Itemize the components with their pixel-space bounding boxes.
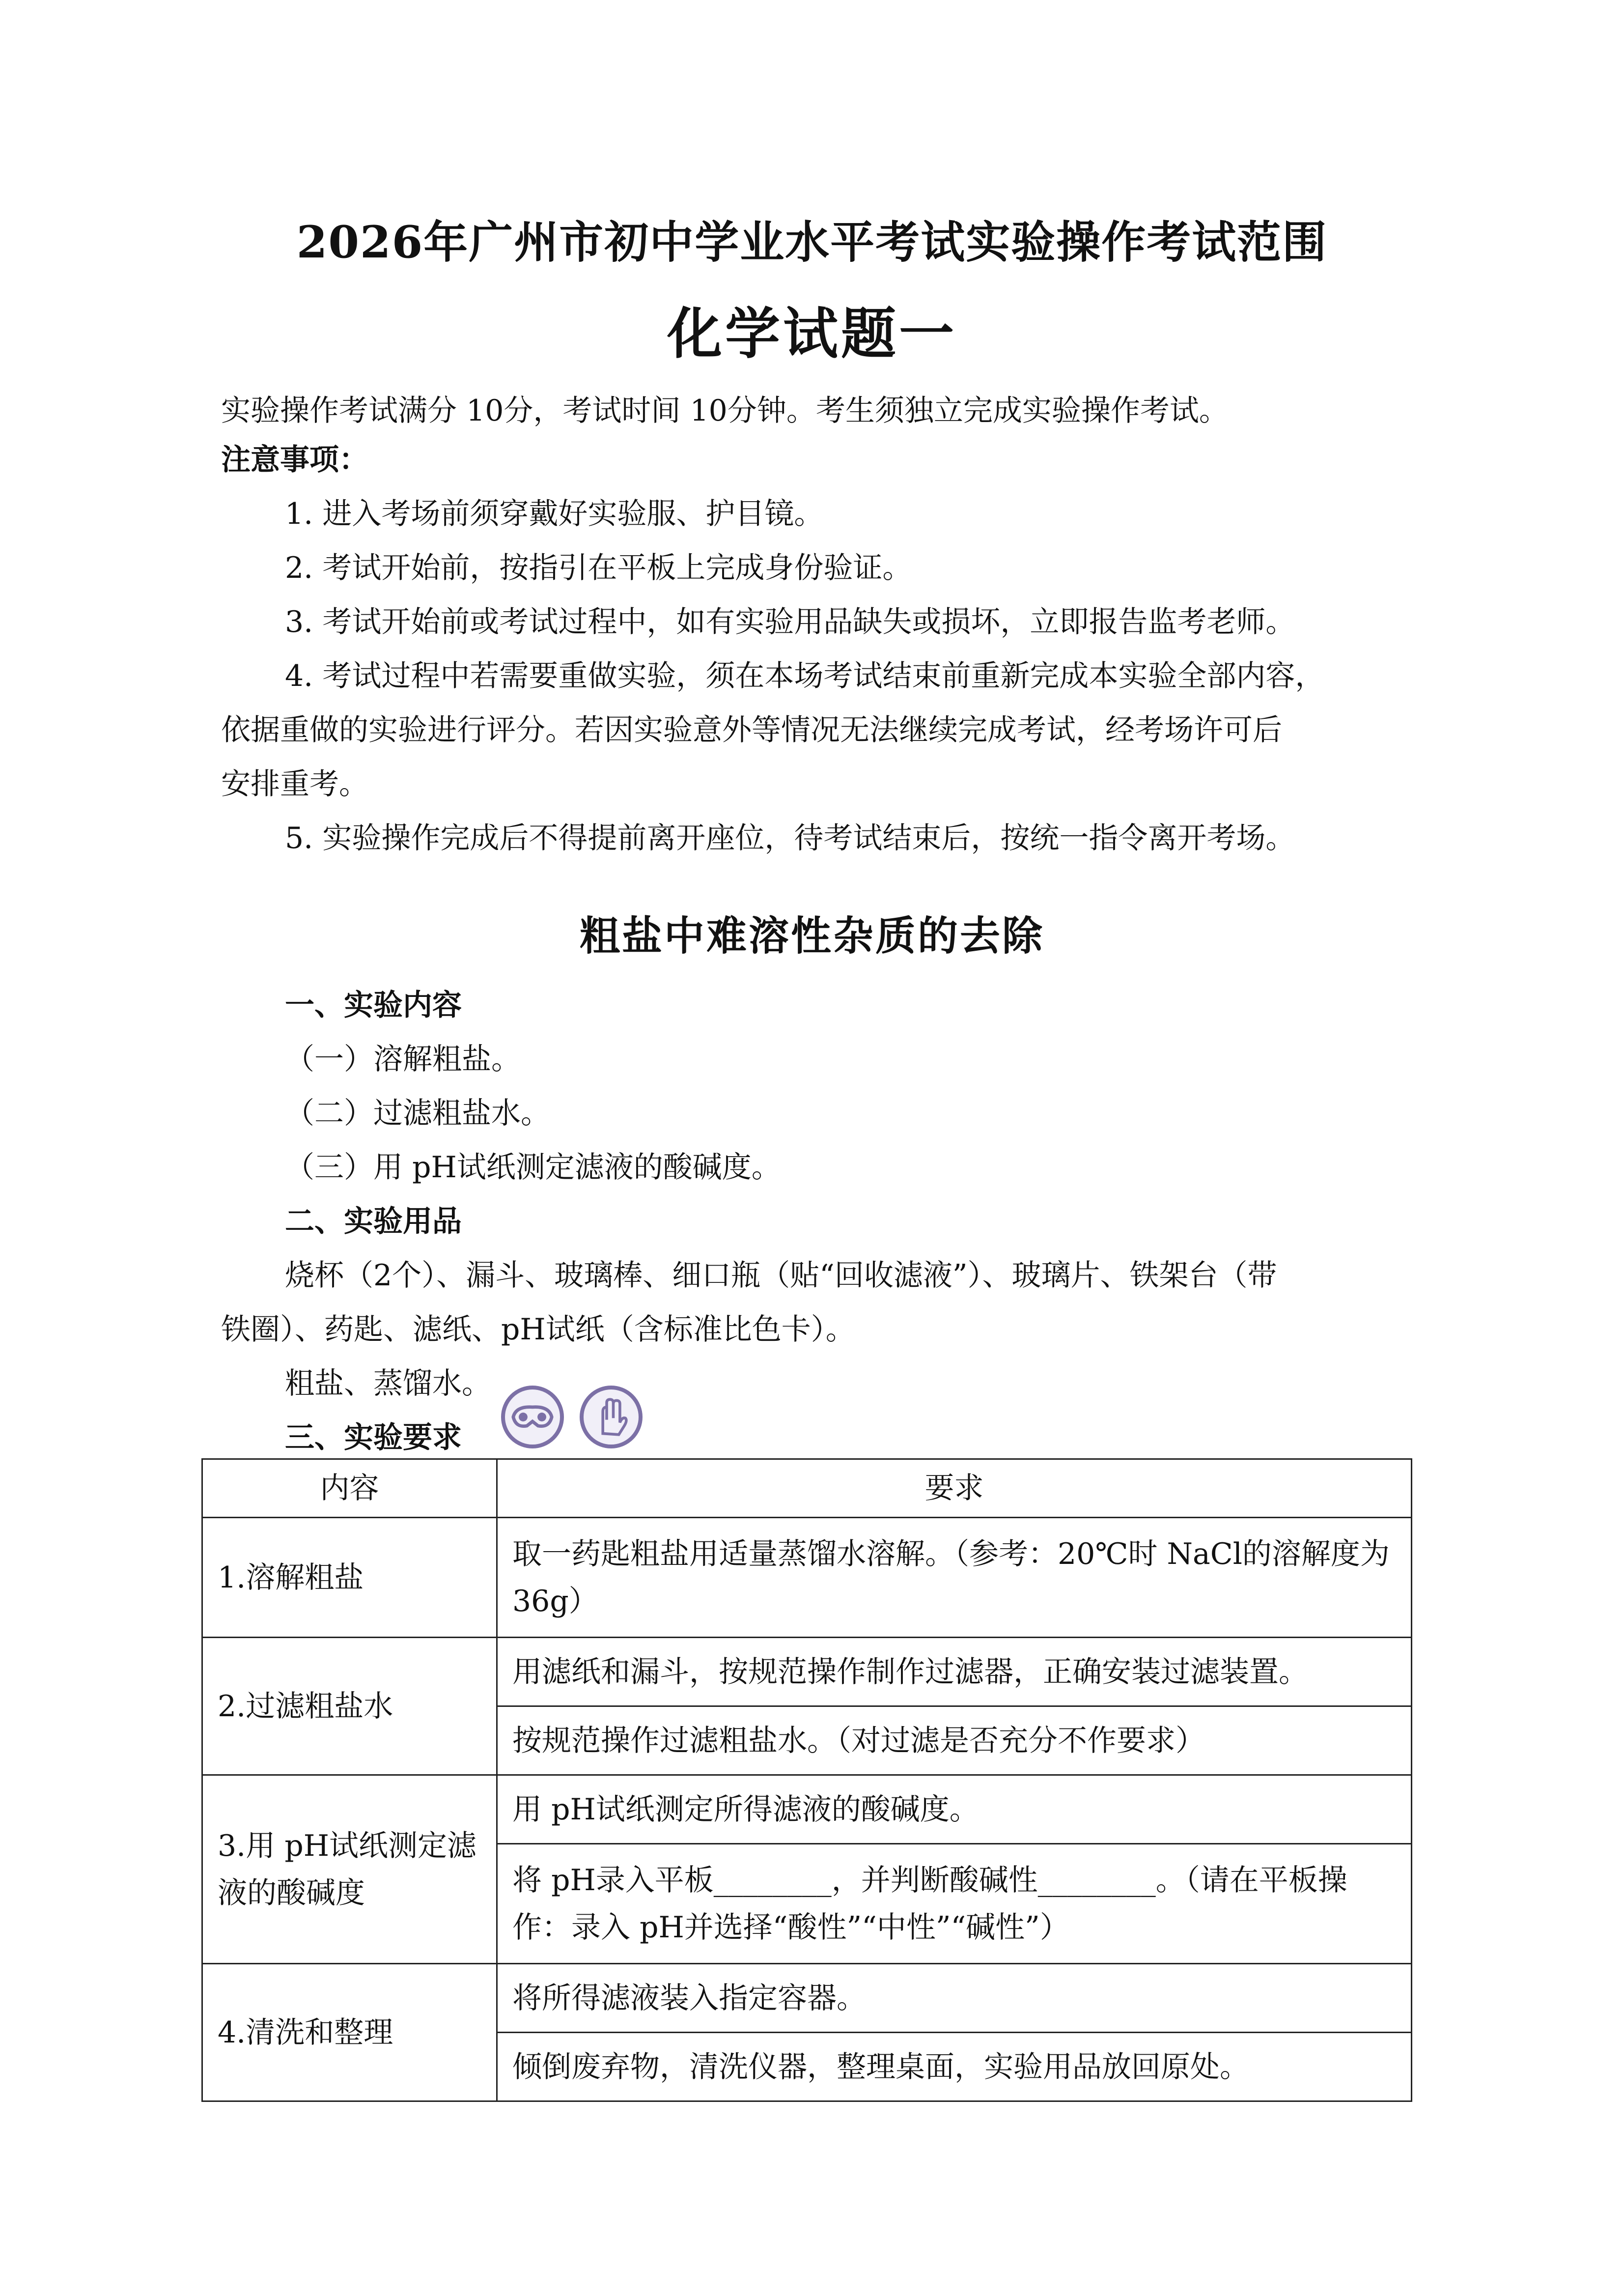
row-requirement: 将 pH录入平板________，并判断酸碱性________。（请在平板操作：录入 pH并选择“酸性”“中性”“碱性”）	[497, 1844, 1412, 1964]
table-header-requirement: 要求	[497, 1459, 1412, 1518]
document-subtitle: 化学试题一	[667, 302, 957, 366]
table-header-content: 内容	[202, 1459, 497, 1518]
notice-item-continued: 依据重做的实验进行评分。若因实验意外等情况无法继续完成考试，经考场许可后	[221, 713, 1282, 747]
gloves-icon	[580, 1386, 643, 1448]
table-row	[202, 1518, 1412, 1638]
supplies-line: 铁圈）、药匙、滤纸、pH试纸（含标准比色卡）。	[221, 1312, 855, 1347]
row-label: 3.用 pH试纸测定滤液的酸碱度	[202, 1775, 497, 1964]
goggles-icon	[501, 1386, 564, 1448]
row-requirement: 用 pH试纸测定所得滤液的酸碱度。	[497, 1775, 1412, 1844]
supplies-line: 粗盐、蒸馏水。	[285, 1366, 491, 1401]
content-item: （三）用 pH试纸测定滤液的酸碱度。	[285, 1150, 781, 1185]
requirements-heading: 三、实验要求	[285, 1420, 462, 1455]
notice-intro: 实验操作考试满分 10分，考试时间 10分钟。考生须独立完成实验操作考试。	[221, 394, 1229, 428]
supplies-heading: 二、实验用品	[285, 1204, 462, 1239]
requirements-table	[201, 1458, 1412, 2102]
content-item: （二）过滤粗盐水。	[285, 1096, 550, 1131]
content-heading: 一、实验内容	[285, 988, 462, 1022]
notice-heading: 注意事项：	[221, 443, 368, 477]
experiment-title: 粗盐中难溶性杂质的去除	[579, 912, 1044, 960]
content-item: （一）溶解粗盐。	[285, 1042, 521, 1077]
row-requirement: 用滤纸和漏斗，按规范操作制作过滤器，正确安装过滤装置。	[497, 1638, 1412, 1706]
row-label: 4.清洗和整理	[202, 1964, 497, 2101]
row-label: 2.过滤粗盐水	[202, 1638, 497, 1775]
notice-item-continued: 安排重考。	[221, 767, 368, 801]
document-title: 2026年广州市初中学业水平考试实验操作考试范围	[296, 216, 1328, 268]
table-header-row	[202, 1459, 1412, 1518]
notice-item: 1. 进入考场前须穿戴好实验服、护目镜。	[285, 497, 824, 531]
supplies-line: 烧杯（2个）、漏斗、玻璃棒、细口瓶（贴“回收滤液”）、玻璃片、铁架台（带	[285, 1258, 1277, 1293]
table-row	[202, 1775, 1412, 1844]
notice-item: 2. 考试开始前，按指引在平板上完成身份验证。	[285, 551, 912, 585]
notice-item: 3. 考试开始前或考试过程中，如有实验用品缺失或损坏，立即报告监考老师。	[285, 605, 1295, 639]
table-row	[202, 1638, 1412, 1706]
table-row	[202, 1964, 1412, 2033]
notice-item: 5. 实验操作完成后不得提前离开座位，待考试结束后，按统一指令离开考场。	[285, 821, 1295, 855]
row-label: 1.溶解粗盐	[202, 1518, 497, 1638]
row-requirement: 按规范操作过滤粗盐水。（对过滤是否充分不作要求）	[497, 1706, 1412, 1775]
row-requirement: 将所得滤液装入指定容器。	[497, 1964, 1412, 2033]
notice-item: 4. 考试过程中若需要重做实验，须在本场考试结束前重新完成本实验全部内容，	[285, 659, 1325, 693]
row-requirement: 倾倒废弃物，清洗仪器，整理桌面，实验用品放回原处。	[497, 2033, 1412, 2101]
row-requirement: 取一药匙粗盐用适量蒸馏水溶解。（参考：20℃时 NaCl的溶解度为 36g）	[497, 1518, 1412, 1638]
